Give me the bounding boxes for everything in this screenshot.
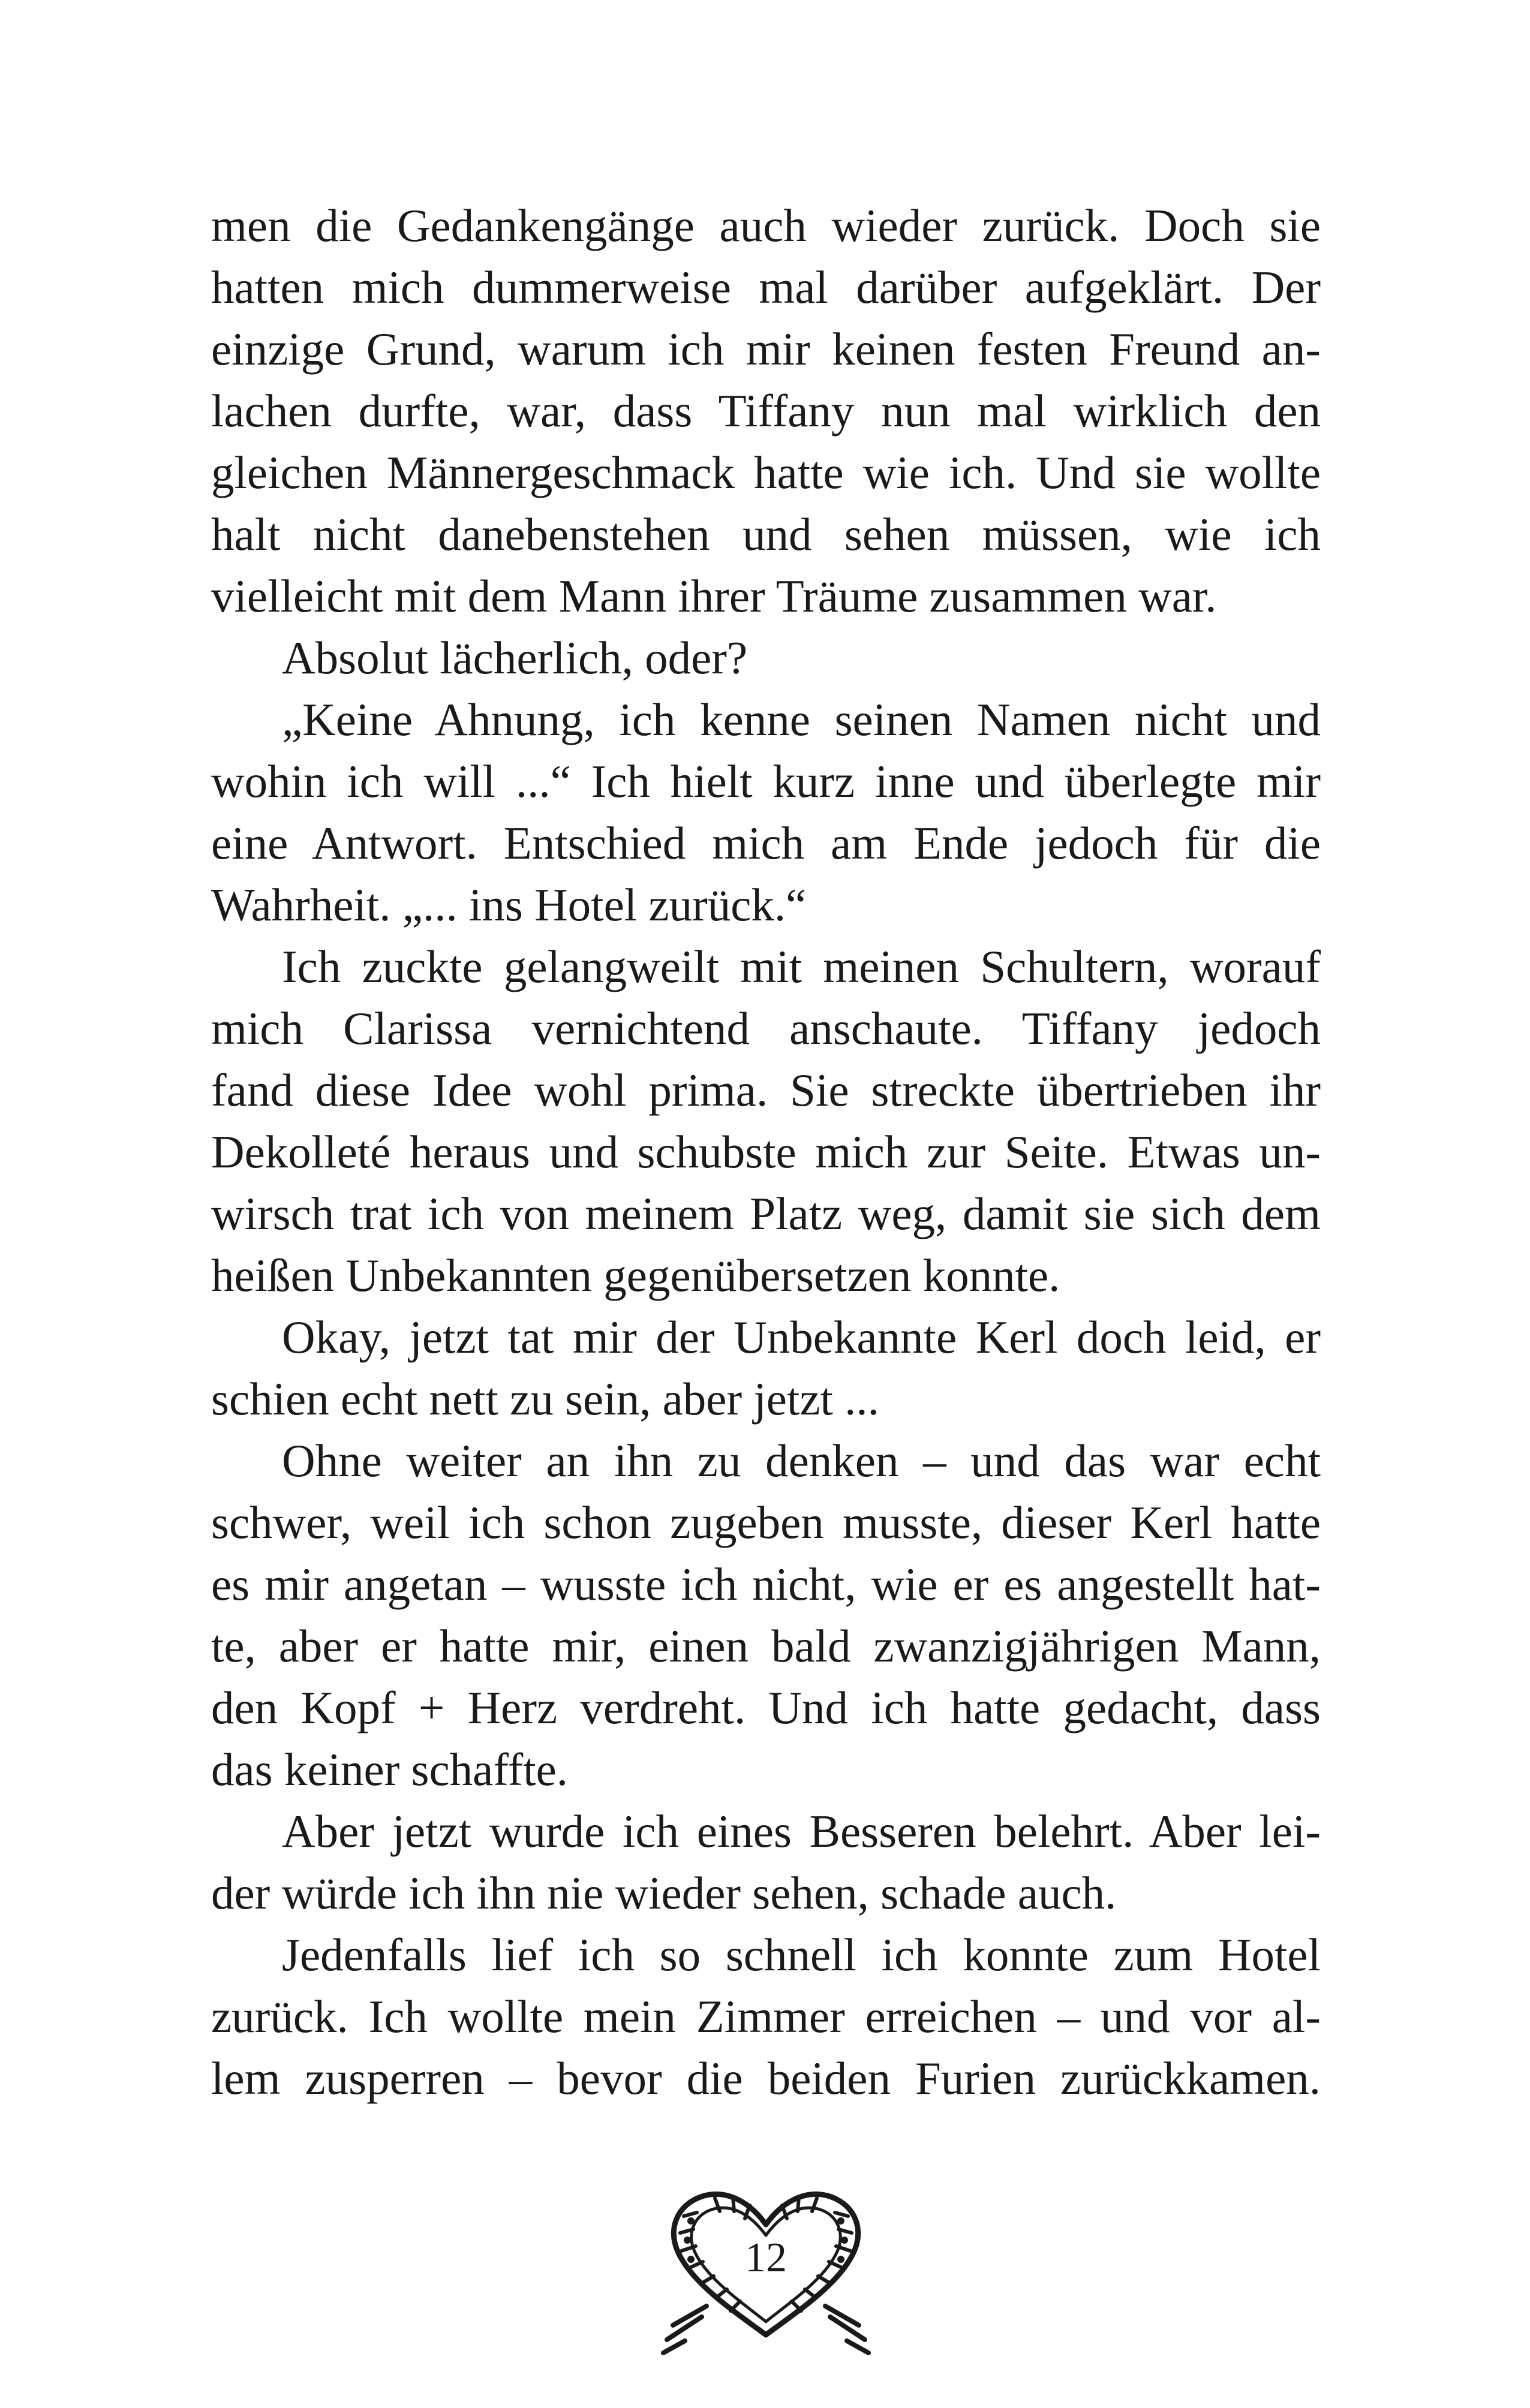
text-line: „Keine Ahnung, ich kenne seinen Namen nicht und bbox=[282, 694, 1321, 745]
text-line: wirsch trat ich von meinem Platz weg, damit sie sich dem bbox=[211, 1188, 1321, 1239]
text-line: Okay, jetzt tat mir der Unbekannte Kerl doch leid, er bbox=[282, 1311, 1321, 1363]
text-line: Aber jetzt wurde ich eines Besseren belehrt. Aber lei- bbox=[282, 1805, 1321, 1857]
text-line: wohin ich will ...“ Ich hielt kurz inne und überlegte mir bbox=[211, 755, 1321, 807]
text-line: den Kopf + Herz verdreht. Und ich hatte gedacht, dass bbox=[211, 1682, 1321, 1733]
text-line: halt nicht danebenstehen und sehen müssen, wie ich bbox=[211, 508, 1321, 560]
text-line: hatten mich dummerweise mal darüber aufgeklärt. Der bbox=[211, 261, 1321, 313]
text-line: gleichen Männergeschmack hatte wie ich. Und sie wollte bbox=[211, 447, 1321, 498]
text-line: Wahrheit. „... ins Hotel zurück.“ bbox=[211, 879, 807, 931]
text-line: mich Clarissa vernichtend anschaute. Tiffany jedoch bbox=[211, 1003, 1321, 1054]
page-number: 12 bbox=[745, 2235, 787, 2281]
text-line: men die Gedankengänge auch wieder zurück. Doch sie bbox=[211, 200, 1321, 251]
text-line: vielleicht mit dem Mann ihrer Träume zusammen war. bbox=[211, 570, 1217, 622]
text-line: schwer, weil ich schon zugeben musste, dieser Kerl hatte bbox=[211, 1497, 1321, 1548]
text-line: Jedenfalls lief ich so schnell ich konnte zum Hotel bbox=[282, 1929, 1321, 1980]
text-line: lachen durfte, war, dass Tiffany nun mal wirklich den bbox=[211, 385, 1321, 437]
text-line: Dekolleté heraus und schubste mich zur Seite. Etwas un- bbox=[211, 1126, 1321, 1178]
text-line: fand diese Idee wohl prima. Sie streckte übertrieben ihr bbox=[211, 1064, 1321, 1116]
text-line: der würde ich ihn nie wieder sehen, schade auch. bbox=[211, 1867, 1117, 1919]
text-line: Ich zuckte gelangweilt mit meinen Schultern, worauf bbox=[282, 941, 1321, 992]
text-line: Ohne weiter an ihn zu denken – und das war echt bbox=[282, 1435, 1321, 1486]
text-line: eine Antwort. Entschied mich am Ende jedoch für die bbox=[211, 817, 1321, 869]
text-line: das keiner schaffte. bbox=[211, 1744, 569, 1795]
text-line: heißen Unbekannten gegenübersetzen konnte. bbox=[211, 1250, 1060, 1301]
body-text bbox=[211, 195, 1321, 2109]
text-line: zurück. Ich wollte mein Zimmer erreichen – und vor al- bbox=[211, 1991, 1321, 2042]
text-line: schien echt nett zu sein, aber jetzt ... bbox=[211, 1373, 879, 1425]
text-line: einzige Grund, warum ich mir keinen festen Freund an- bbox=[211, 323, 1321, 375]
text-line: lem zusperren – bevor die beiden Furien zurückkamen. bbox=[211, 2052, 1321, 2104]
text-line: es mir angetan – wusste ich nicht, wie er es angestellt hat- bbox=[211, 1558, 1321, 1610]
text-line: te, aber er hatte mir, einen bald zwanzigjährigen Mann, bbox=[211, 1620, 1321, 1672]
text-line: Absolut lächerlich, oder? bbox=[282, 632, 748, 684]
